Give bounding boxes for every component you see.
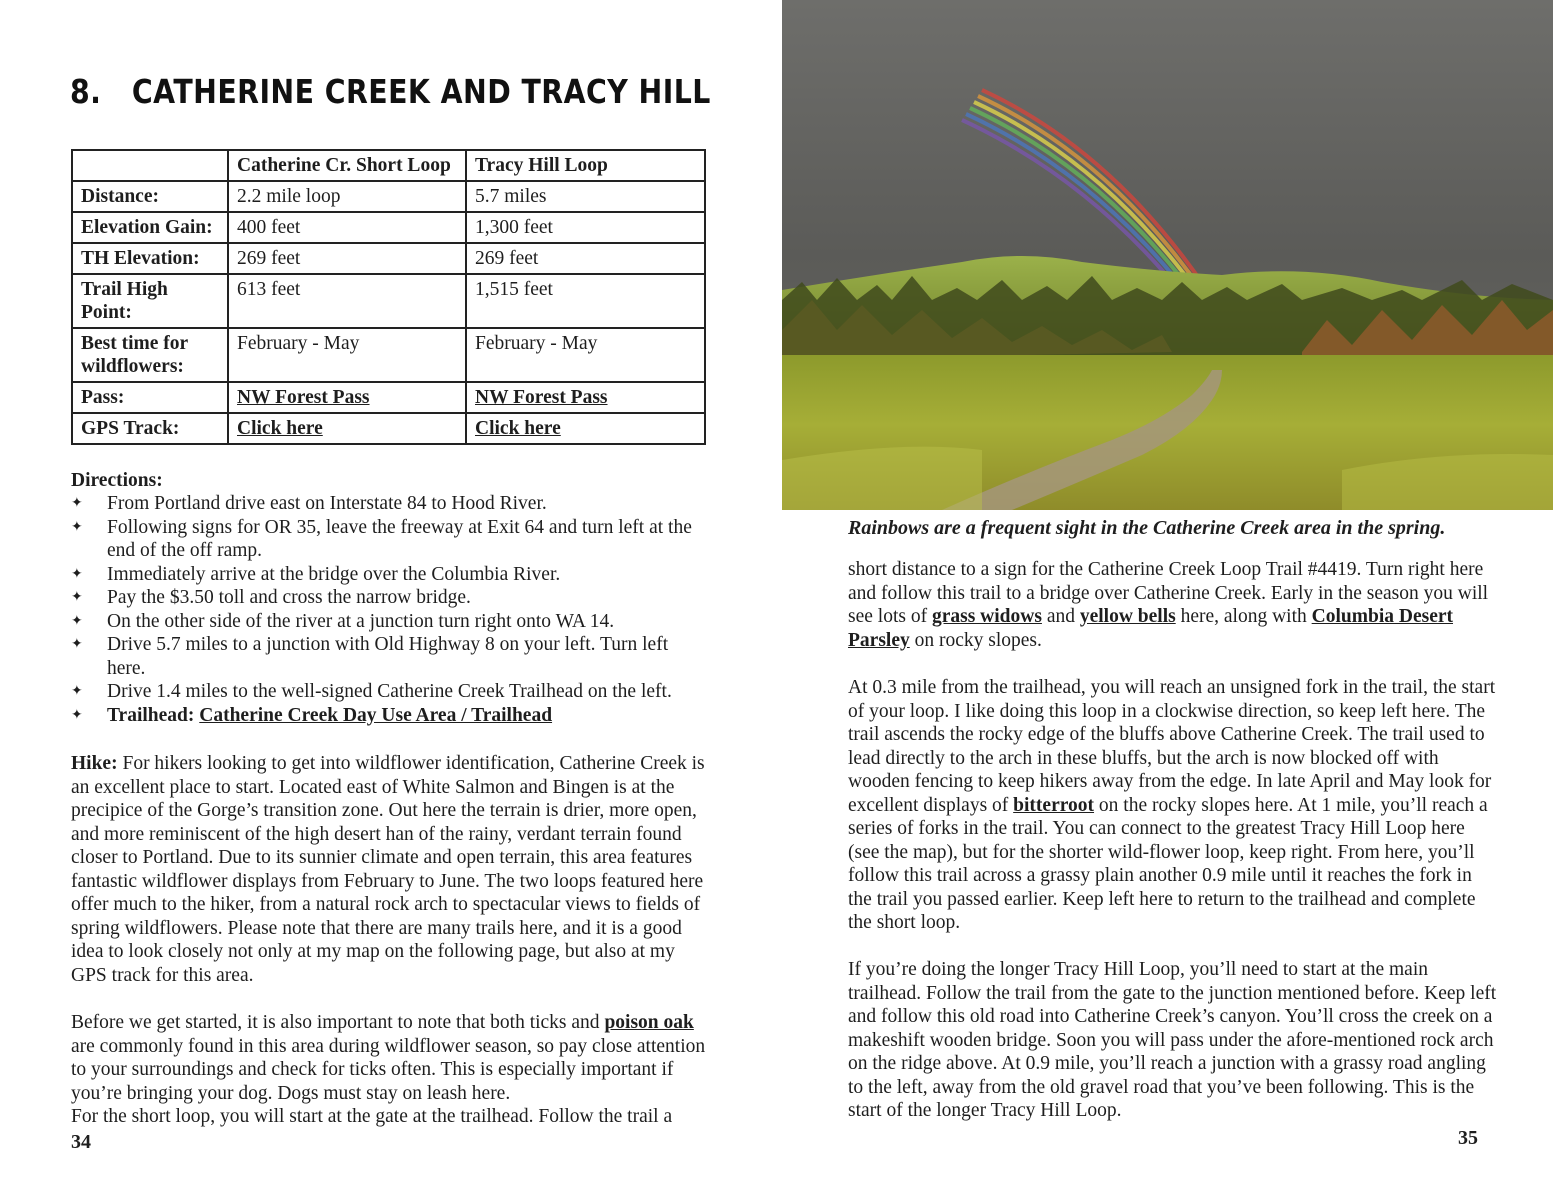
trailhead-label: Trailhead: bbox=[107, 704, 195, 726]
row-label-distance: Distance: bbox=[72, 181, 228, 212]
bullet-icon: ✦ bbox=[71, 566, 83, 582]
direction-text: Following signs for OR 35, leave the freeway at Exit 64 and turn left at the end of the off ramp. bbox=[107, 516, 692, 561]
table-row bbox=[72, 181, 705, 212]
wildflower-patch bbox=[782, 447, 982, 510]
list-item bbox=[71, 704, 711, 728]
short-loop-text: For the short loop, you will start at the gate at the trailhead. Follow the trail a bbox=[71, 1106, 673, 1127]
grass-widows-link[interactable]: grass widows bbox=[931, 606, 1042, 627]
rainbow-meadow-photo bbox=[782, 0, 1553, 510]
row-label-th-elevation: TH Elevation: bbox=[72, 243, 228, 274]
left-page bbox=[0, 0, 776, 1200]
cell-short-pass bbox=[228, 382, 466, 413]
cell-tracy-high-point: 1,515 feet bbox=[466, 274, 705, 328]
ticks-text-1: Before we get started, it is also important to note that both ticks and bbox=[71, 1012, 605, 1033]
hike-paragraph bbox=[71, 752, 711, 987]
table-row bbox=[72, 328, 705, 382]
bullet-icon: ✦ bbox=[71, 496, 83, 511]
bullet-icon: ✦ bbox=[71, 684, 83, 699]
nw-forest-pass-link-short[interactable]: NW Forest Pass bbox=[237, 387, 370, 408]
loop-description-paragraph bbox=[848, 676, 1498, 935]
p1-text-1: short distance to a sign for the Catherine Creek Loop Trail #4419. Turn right here and follow this trail to a bridge over Catherine Creek. Early in the season you will see lots of bbox=[848, 559, 1489, 627]
table-header-tracy-hill: Tracy Hill Loop bbox=[466, 150, 705, 181]
cell-tracy-elevation-gain: 1,300 feet bbox=[466, 212, 705, 243]
cell-tracy-best-time: February - May bbox=[466, 328, 705, 382]
table-row bbox=[72, 243, 705, 274]
chapter-title bbox=[70, 72, 711, 111]
bitterroot-link[interactable]: bitterroot bbox=[1013, 794, 1095, 816]
table-row bbox=[72, 274, 705, 328]
direction-text: From Portland drive east on Interstate 84 to Hood River. bbox=[107, 493, 547, 514]
cell-tracy-th-elevation: 269 feet bbox=[466, 243, 705, 274]
direction-text: Drive 1.4 miles to the well-signed Catherine Creek Trailhead on the left. bbox=[107, 681, 672, 702]
cell-short-best-time: February - May bbox=[228, 328, 466, 382]
cell-tracy-distance: 5.7 miles bbox=[466, 181, 705, 212]
cell-short-elevation-gain: 400 feet bbox=[228, 212, 466, 243]
directions-heading: Directions: bbox=[71, 470, 163, 491]
list-item bbox=[71, 680, 711, 704]
tracy-hill-paragraph: If you’re doing the longer Tracy Hill Loop, you’ll need to start at the main trailhead. Follow the trail from the gate to the junction mentioned before. Keep left and follow this old road into Catherine Creek’s canyon. You’ll cross the creek on a makeshift wooden bridge. Soon you will pass under the afore-mentioned rock arch on the ridge above. At 0.9 mile, you’ll reach a junction with a grassy road angling to the left, away from the old gravel road that you’ve been following. This is the start of the longer Tracy Hill Loop. bbox=[848, 959, 1497, 1121]
direction-text: On the other side of the river at a junction turn right onto WA 14. bbox=[107, 610, 615, 632]
poison-oak-link[interactable]: poison oak bbox=[604, 1012, 694, 1033]
columbia-desert-parsley-link[interactable]: Columbia Desert Parsley bbox=[848, 606, 1453, 651]
hike-text: For hikers looking to get into wildflower identification, Catherine Creek is an excellent place to start. Located east of White Salmon and Bingen is at the precipice of the Gorge’s transition zone. Out here the terrain is drier, more open, and more reminiscent of the high desert han of the rainy, verdant terrain found closer to Portland. Due to its sunnier climate and open terrain, this area features fantastic wildflower displays from February to June. The two loops featured here offer much to the hiker, from a natural rock arch to spectacular views to fields of spring wildflowers. Please note that there are many trails here, and it is a good idea to look closely not only at my map on the following page, but also at my GPS track for this area. bbox=[71, 753, 705, 986]
row-label-pass: Pass: bbox=[72, 382, 228, 413]
p1-text-3: here, along with bbox=[1175, 606, 1312, 627]
directions-list bbox=[71, 492, 711, 727]
gps-track-link-short[interactable]: Click here bbox=[237, 418, 323, 439]
short-loop-paragraph bbox=[848, 558, 1498, 652]
bullet-icon: ✦ bbox=[71, 707, 83, 723]
p1-text-4: on rocky slopes. bbox=[909, 629, 1042, 651]
gps-track-link-tracy[interactable]: Click here bbox=[475, 418, 561, 439]
list-item bbox=[71, 633, 711, 680]
direction-text: Drive 5.7 miles to a junction with Old Highway 8 on your left. Turn left here. bbox=[107, 634, 669, 679]
ticks-text-2: are commonly found in this area during wildflower season, so pay close attention to your surroundings and check for ticks often. This is especially important if you’re bringing your dog. Dogs must stay on leash here. bbox=[71, 1035, 706, 1104]
table-header-short-loop: Catherine Cr. Short Loop bbox=[228, 150, 466, 181]
table-header-row bbox=[72, 150, 705, 181]
trail-stats-table bbox=[71, 149, 706, 445]
hike-label: Hike: bbox=[71, 753, 118, 774]
table-header-cell bbox=[72, 150, 228, 181]
cell-short-th-elevation: 269 feet bbox=[228, 243, 466, 274]
cell-short-distance: 2.2 mile loop bbox=[228, 181, 466, 212]
bullet-icon: ✦ bbox=[71, 519, 83, 535]
direction-text: Pay the $3.50 toll and cross the narrow bridge. bbox=[107, 587, 471, 608]
page-number-right: 35 bbox=[1458, 1127, 1478, 1149]
nw-forest-pass-link-tracy[interactable]: NW Forest Pass bbox=[475, 387, 608, 408]
bullet-icon: ✦ bbox=[71, 590, 83, 605]
page-number-left: 34 bbox=[71, 1131, 91, 1153]
list-item bbox=[71, 610, 711, 634]
p1-text-2: and bbox=[1041, 606, 1080, 627]
cell-short-gps bbox=[228, 413, 466, 444]
row-label-high-point: Trail High Point: bbox=[72, 274, 228, 328]
cell-tracy-gps bbox=[466, 413, 705, 444]
trailhead-link[interactable]: Catherine Creek Day Use Area / Trailhead bbox=[199, 704, 553, 726]
bullet-icon: ✦ bbox=[71, 613, 83, 629]
chapter-number: 8. bbox=[70, 72, 102, 111]
cell-tracy-pass bbox=[466, 382, 705, 413]
list-item bbox=[71, 516, 711, 563]
row-label-elevation-gain: Elevation Gain: bbox=[72, 212, 228, 243]
table-row bbox=[72, 212, 705, 243]
list-item bbox=[71, 586, 711, 610]
photo-caption: Rainbows are a frequent sight in the Catherine Creek area in the spring. bbox=[848, 517, 1446, 539]
cell-short-high-point: 613 feet bbox=[228, 274, 466, 328]
row-label-gps-track: GPS Track: bbox=[72, 413, 228, 444]
yellow-bells-link[interactable]: yellow bells bbox=[1079, 606, 1176, 627]
direction-text: Immediately arrive at the bridge over the Columbia River. bbox=[107, 563, 561, 585]
row-label-best-time: Best time for wildflowers: bbox=[72, 328, 228, 382]
p2-text-2: on the rocky slopes here. At 1 mile, you’ll reach a series of forks in the trail. You can connect to the greatest Tracy Hill Loop here (see the map), but for the shorter wild-flower loop, keep right. From here, you’ll follow this trail across a grassy plain another 0.9 mile until it reaches the fork in the trail you passed earlier. Keep left here to return to the trailhead and complete the short loop. bbox=[848, 794, 1488, 933]
chapter-title-text: CATHERINE CREEK AND TRACY HILL bbox=[131, 72, 711, 111]
right-page bbox=[776, 0, 1553, 1200]
photo-illustration bbox=[782, 0, 1553, 510]
ticks-paragraph bbox=[71, 1011, 711, 1129]
p2-text-1: At 0.3 mile from the trailhead, you will reach an unsigned fork in the trail, the start of your loop. I like doing this loop in a clockwise direction, so keep left here. The trail ascends the rocky edge of the bluffs above Catherine Creek. The trail used to lead directly to the arch in these bluffs, but the arch is now blocked off with wooden fencing to keep hikers away from the edge. In late April and May look for excellent displays of bbox=[848, 677, 1496, 816]
list-item bbox=[71, 492, 711, 516]
table-row bbox=[72, 413, 705, 444]
table-row bbox=[72, 382, 705, 413]
bullet-icon: ✦ bbox=[71, 637, 83, 652]
list-item bbox=[71, 563, 711, 587]
